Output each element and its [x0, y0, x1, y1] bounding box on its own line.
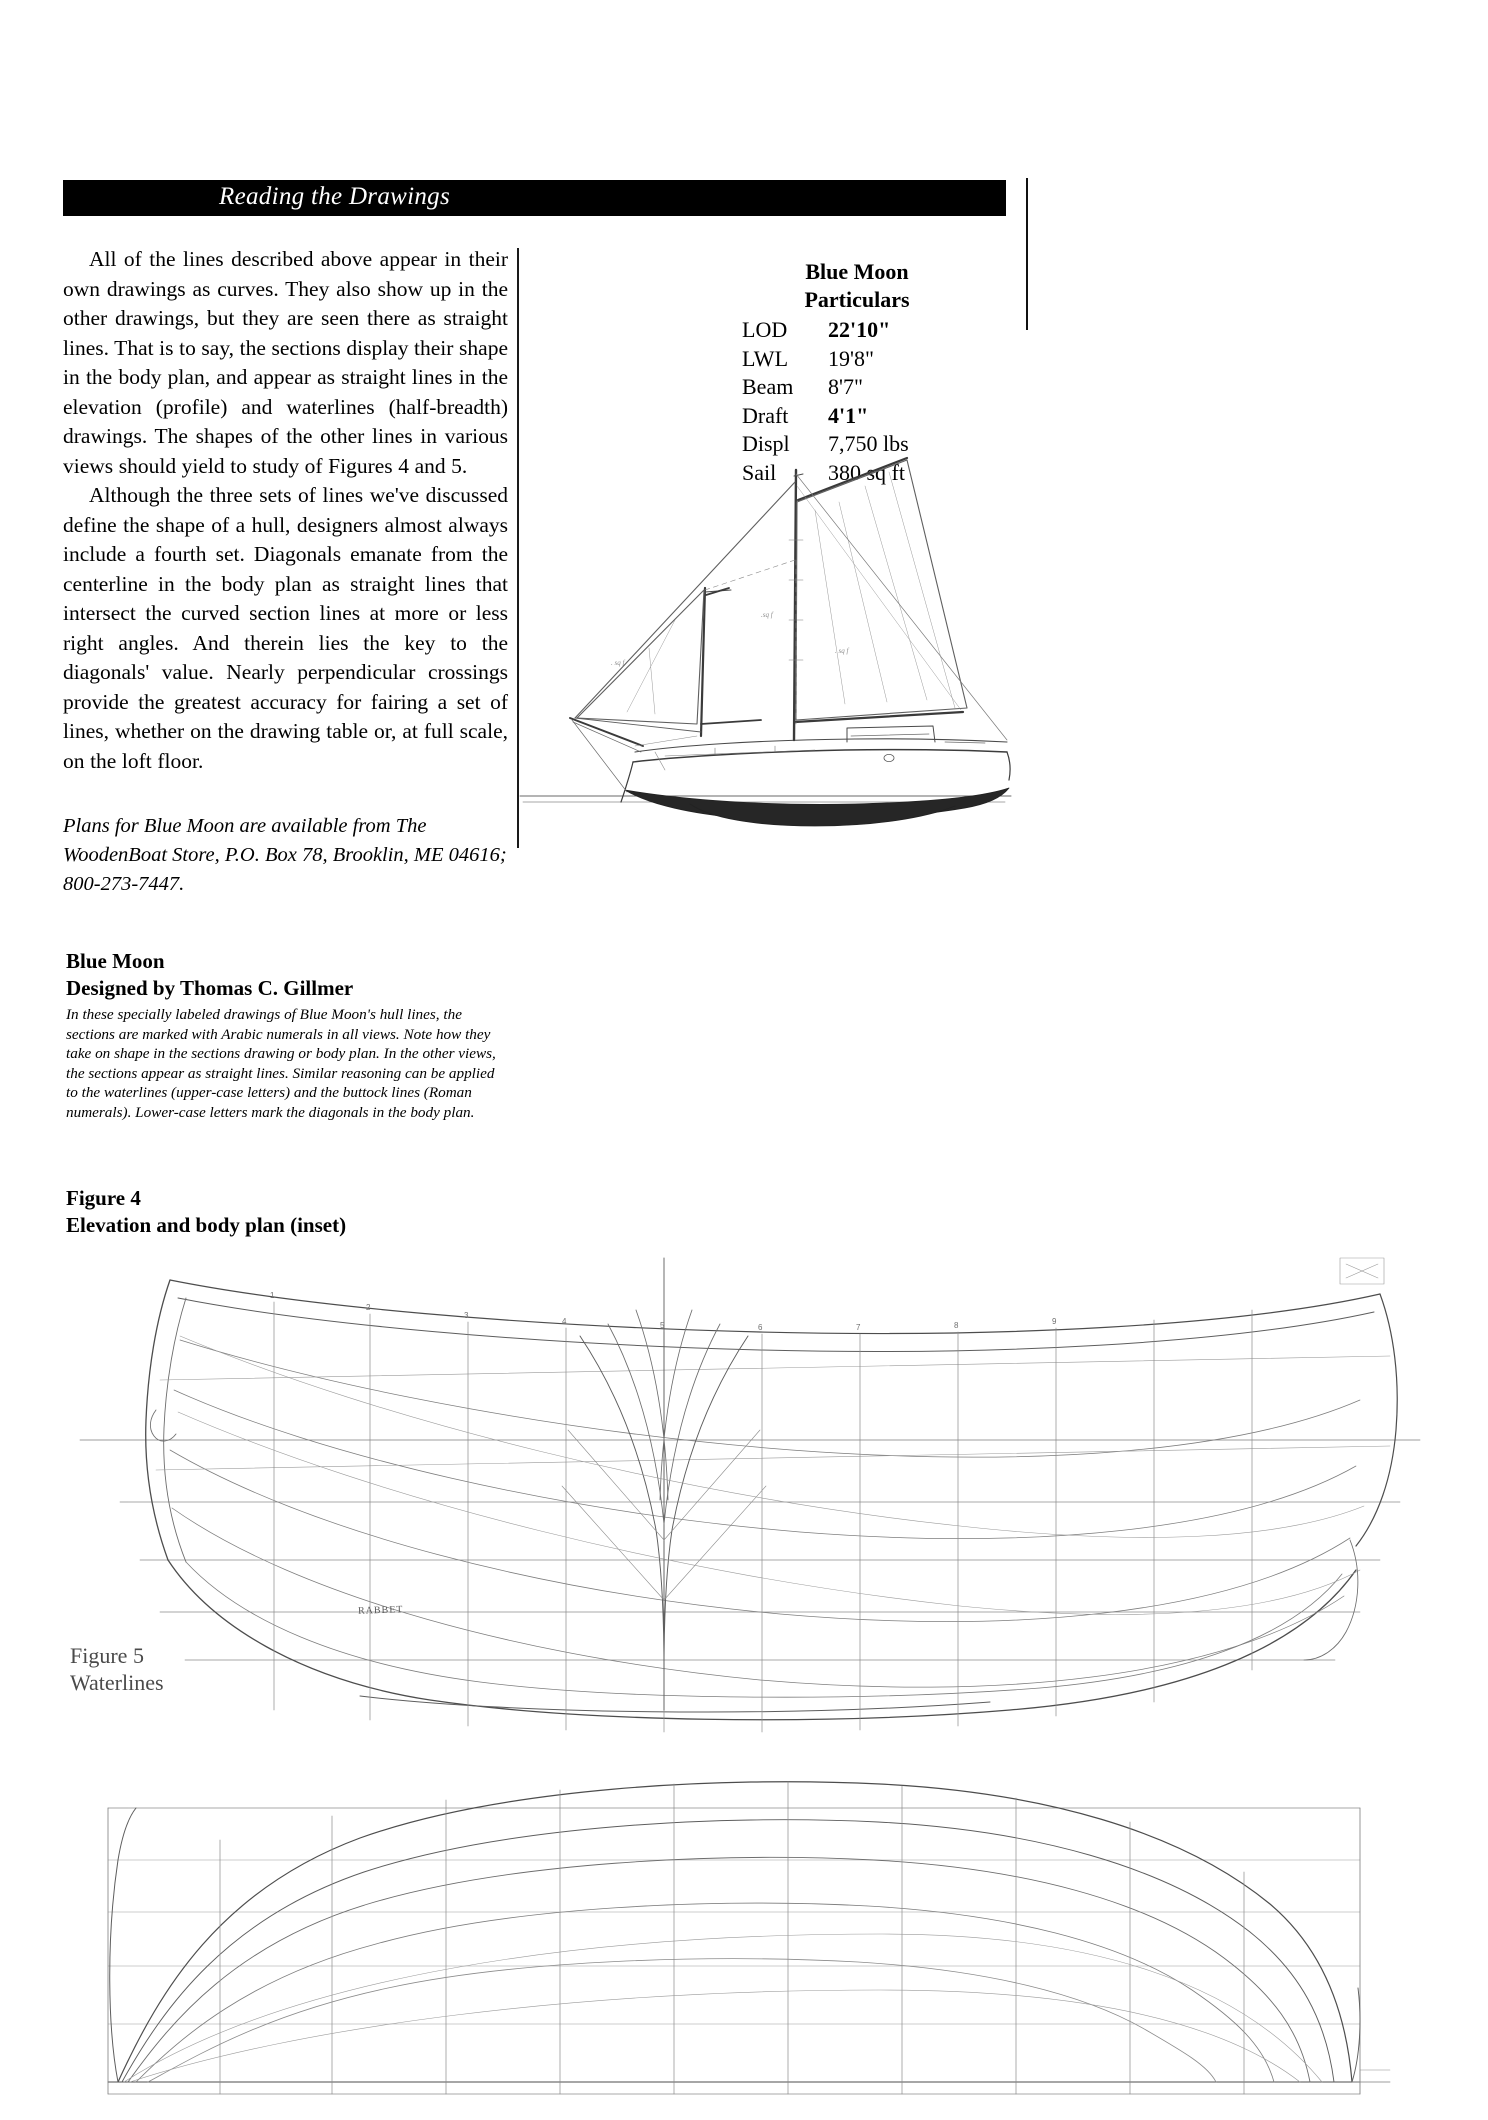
plans-availability-note: Plans for Blue Moon are available from The WoodenBoat Store, P.O. Box 78, Brooklin, ME 04616; 800-273-7447. [63, 815, 507, 895]
caption-subtitle: Designed by Thomas C. Gillmer [66, 976, 354, 1000]
particulars-value: 22'10" [828, 317, 891, 342]
particulars-value: 19'8" [828, 345, 874, 371]
figure-caption-block [66, 948, 496, 1123]
particulars-value: 4'1" [828, 402, 869, 428]
margin-trim-rule [1026, 178, 1028, 330]
article-paragraph-2: Although the three sets of lines we've discussed define the shape of a hull, designers almost always include a fourth set. Diagonals emanate from the centerline in the body plan as straight lines that intersect the curved section lines at more or less right angles. And therein lies the key to the diagonals' value. Nearly perpendicular crossings provide the greatest accuracy for fairing a set of lines, whether on the drawing table or, at full scale, on the loft floor. [63, 483, 508, 773]
station-number: 7 [856, 1323, 861, 1332]
sail-annotation-mark: . sq f [611, 659, 625, 667]
sail-plan-drawing [515, 440, 1015, 1080]
station-number: 5 [660, 1321, 665, 1330]
table-row [742, 316, 972, 345]
figure-5-label [70, 1642, 164, 1696]
particulars-label: LOD [742, 317, 788, 342]
caption-body-text: In these specially labeled drawings of Blue Moon's hull lines, the sections are marked with Arabic numerals in all views. Note how they take on shape in the sections drawing or body plan. In the other views, the sections appear as straight lines. Similar reasoning can be applied to the waterlines (upper-case letters) and the buttock lines (Roman numerals). Lower-case letters mark the diagonals in the body plan. [66, 1006, 496, 1121]
sail-annotation-mark: .sq f [761, 611, 773, 619]
station-number: 4 [562, 1317, 567, 1326]
figure-4-label: Figure 4 [66, 1186, 141, 1210]
station-number: 2 [366, 1303, 371, 1312]
caption-title: Blue Moon [66, 949, 165, 973]
table-row [742, 402, 972, 431]
particulars-label: Displ [742, 431, 790, 456]
table-row [742, 345, 972, 374]
particulars-label: Draft [742, 402, 789, 428]
particulars-title-line-1: Blue Moon [805, 259, 909, 284]
figure-4-subtitle: Elevation and body plan (inset) [66, 1213, 347, 1237]
station-number: 6 [758, 1323, 763, 1332]
page-header-title: Reading the Drawings [219, 183, 450, 210]
rabbet-label: RABBET [357, 1604, 404, 1617]
particulars-label: Sail [742, 459, 777, 485]
particulars-label: LWL [742, 345, 789, 371]
particulars-title-line-2: Particulars [804, 287, 910, 312]
station-number: 9 [1052, 1317, 1057, 1326]
particulars-value: 7,750 lbs [828, 431, 909, 456]
particulars-label: Beam [742, 374, 794, 399]
page-header-band [63, 180, 1006, 216]
figure-5-line-2: Waterlines [70, 1670, 164, 1695]
particulars-value: 380 sq ft [828, 459, 905, 485]
figure-4-heading [66, 1185, 546, 1239]
sail-annotation-mark: . sq f [835, 647, 849, 655]
article-text-column [63, 245, 508, 899]
particulars-value: 8'7" [828, 374, 863, 399]
article-paragraph-1: All of the lines described above appear in their own drawings as curves. They also show up in the other drawings, but they are seen there as straight lines. That is to say, the sections display their shape in the body plan, and appear as straight lines in the elevation (profile) and waterlines (half-breadth) drawings. The shapes of the other lines in various views should yield to study of Figures 4 and 5. [63, 247, 508, 478]
station-number: 8 [954, 1321, 959, 1330]
waterlines-half-breadth-drawing [60, 1690, 1430, 2120]
station-number: 3 [464, 1311, 469, 1320]
table-row [742, 373, 972, 402]
figure-5-line-1: Figure 5 [70, 1643, 144, 1668]
particulars-title [742, 258, 972, 314]
station-number: 1 [270, 1291, 275, 1300]
